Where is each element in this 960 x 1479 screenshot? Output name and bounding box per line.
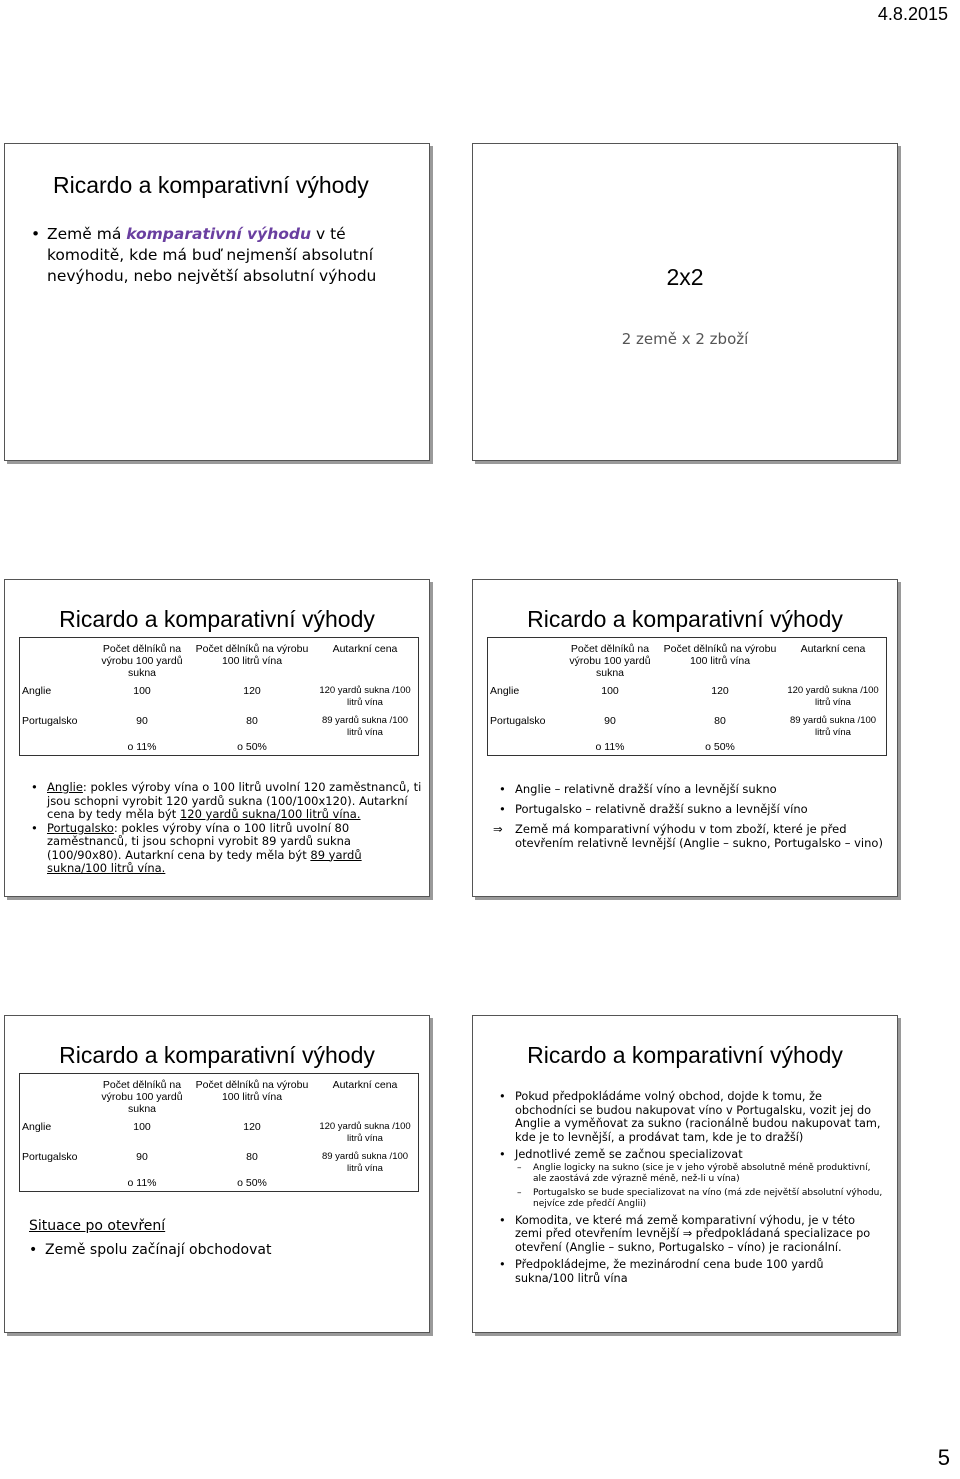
column-header: Autarkní cena: [332, 643, 398, 655]
slide-6: [472, 1015, 898, 1333]
table-row: Anglie 100 120 120 yardů sukna /100 litrů vína: [490, 685, 879, 708]
table-row: Portugalsko 90 80 89 yardů sukna /100 litrů vína: [490, 715, 877, 738]
column-header: Počet dělníků na výrobu 100 yardů sukna: [569, 643, 651, 679]
data-table: [487, 637, 887, 756]
slide-heading: 2x2: [666, 264, 704, 290]
table-row: Anglie 100 120 120 yardů sukna /100 litrů vína: [22, 1121, 411, 1144]
slide-title: Ricardo a komparativní výhody: [59, 1042, 375, 1068]
sub-item: – Anglie logicky na sukno (sice je v jeho výrobě absolutně méně produktivní, ale zaostává zde výrazně méně, než-li u vína): [515, 1163, 883, 1185]
bullet-item: • Portugalsko – relativně dražší sukno a levnější víno: [499, 802, 891, 816]
table-row: o 11% o 50%: [127, 741, 267, 753]
column-header: Autarkní cena: [800, 643, 866, 655]
bullet-item: • Země má komparativní výhodu v té komoditě, kde má buď nejmenší absolutní nevýhodu, nebo největší absolutní výhodu: [31, 224, 411, 287]
column-header: Počet dělníků na výrobu 100 litrů vína: [195, 1079, 309, 1103]
slide-title: Ricardo a komparativní výhody: [527, 1042, 843, 1068]
table-row: Portugalsko 90 80 89 yardů sukna /100 litrů vína: [22, 715, 409, 738]
sub-list: [515, 1163, 883, 1210]
bullet-list: [499, 1090, 883, 1285]
data-table: [19, 1073, 419, 1192]
bullet-list: [29, 1242, 409, 1259]
column-header: Počet dělníků na výrobu 100 yardů sukna: [101, 1079, 183, 1115]
slide-3: [4, 579, 430, 897]
table-row: Anglie 100 120 120 yardů sukna /100 litrů vína: [22, 685, 411, 708]
implication-item: ⇒ Země má komparativní výhodu v tom zboží, které je před otevřením relativně levnější (Anglie – sukno, Portugalsko – vino): [493, 822, 891, 850]
bullet-item: • Jednotlivé země se začnou specializovat – Anglie logicky na sukno (sice je v jeho výrobě absolutně méně produktivní, ale zaostává zde výrazně méně, než-li u vína) – Portugalsko se bude specializovat na víno (má zde největší absolutní výhodu, nejvíce zde předčí Anglii): [499, 1148, 883, 1210]
table-row: Portugalsko 90 80 89 yardů sukna /100 litrů vína: [22, 1151, 409, 1174]
bullet-list: [31, 781, 423, 876]
slide-1: [4, 143, 430, 461]
bullet-item: • Anglie – relativně dražší víno a levnější sukno: [499, 782, 891, 796]
table-row: o 11% o 50%: [127, 1177, 267, 1189]
page-number: 5: [937, 1445, 950, 1470]
slide-5: [4, 1015, 430, 1333]
bullet-list: [499, 782, 891, 850]
slide-title: Ricardo a komparativní výhody: [53, 172, 369, 198]
bullet-item: • Pokud předpokládáme volný obchod, dojde k tomu, že obchodníci se budou nakupovat víno v Portugalsku, vozit jej do Anglie a vyměňovat za sukno (racionálně budou nakupovat tam, kde je to levnější, a prodávat tam, kde je to dražší): [499, 1090, 883, 1144]
section-label: Situace po otevření: [29, 1218, 166, 1234]
column-header: Počet dělníků na výrobu 100 yardů sukna: [101, 643, 183, 679]
bullet-item: • Země spolu začínají obchodovat: [29, 1242, 409, 1259]
bullet-item: • Anglie: pokles výroby vína o 100 litrů uvolní 120 zaměstnanců, ti jsou schopni vyrobit 120 yardů sukna (100/100x120). Autarkní cena by tedy měla být 120 yardů sukna/100 litrů vína.: [31, 781, 423, 822]
table-row: o 11% o 50%: [595, 741, 735, 753]
slide-subheading: 2 země x 2 zboží: [621, 330, 749, 348]
bullet-item: • Portugalsko: pokles výroby vína o 100 litrů uvolní 80 zaměstnanců, ti jsou schopni vyrobit 89 yardů sukna (100/90x80). Autarkní cena by tedy měla být 89 yardů sukna/100 litrů vína.: [31, 822, 423, 876]
sub-item: – Portugalsko se bude specializovat na víno (má zde největší absolutní výhodu, nejvíce zde předčí Anglii): [515, 1188, 883, 1210]
data-table: [19, 637, 419, 756]
slide-title: Ricardo a komparativní výhody: [527, 606, 843, 632]
table-header-row: [20, 1074, 419, 1116]
column-header: Autarkní cena: [332, 1079, 398, 1091]
page-date: 4.8.2015: [877, 4, 948, 24]
table-header-row: [20, 638, 419, 680]
bullet-item: • Komodita, ve které má země komparativní výhodu, je v této zemi před otevřením levnější ⇒ předpokládaná specializace po otevření (Anglie – sukno, Portugalsko – víno) je racionální.: [499, 1214, 883, 1255]
slide-4: [472, 579, 898, 897]
slide-title: Ricardo a komparativní výhody: [59, 606, 375, 632]
slide-2: [472, 143, 898, 461]
bullet-item: • Předpokládejme, že mezinárodní cena bude 100 yardů sukna/100 litrů vína: [499, 1258, 883, 1285]
emphasis-text: komparativní výhodu: [126, 225, 312, 243]
table-header-row: [488, 638, 887, 680]
bullet-list: [31, 224, 411, 287]
column-header: Počet dělníků na výrobu 100 litrů vína: [195, 643, 309, 667]
column-header: Počet dělníků na výrobu 100 litrů vína: [663, 643, 777, 667]
implies-icon: ⇒: [682, 1227, 693, 1240]
